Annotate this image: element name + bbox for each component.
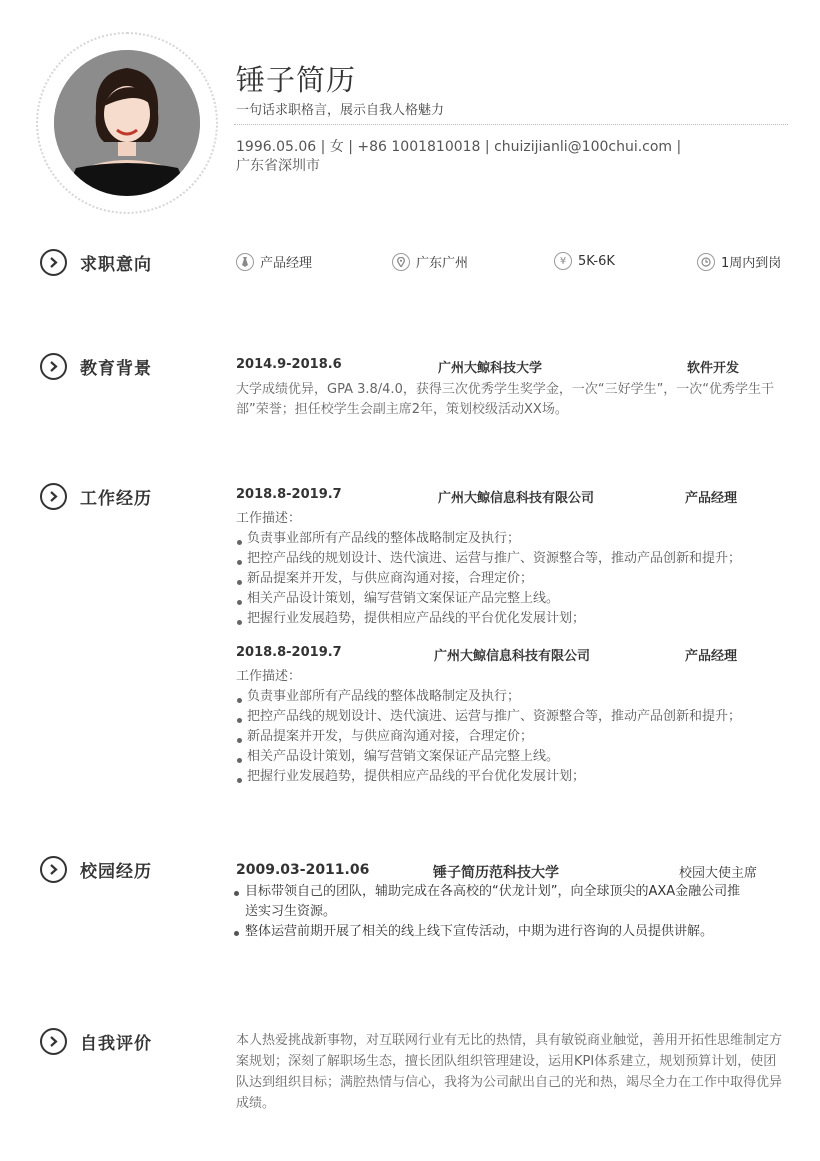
work-2-desc-label: 工作描述： (236, 669, 302, 684)
section-title-work: 工作经历 (80, 488, 152, 509)
list-item: 负责事业部所有产品线的整体战略制定及执行； (236, 529, 741, 549)
campus-school: 锤子简历范科技大学 (433, 865, 559, 881)
campus-list (232, 882, 742, 942)
chevron-right-icon (40, 483, 67, 510)
list-item: 把握行业发展趋势，提供相应产品线的平台优化发展计划； (236, 609, 741, 629)
contact-info (236, 138, 706, 176)
location-pin-icon (392, 253, 410, 271)
portrait-image (54, 50, 200, 196)
contact-line-2: 广东省深圳市 (236, 158, 320, 174)
education-school: 广州大鲸科技大学 (438, 361, 543, 376)
section-title-self: 自我评价 (80, 1033, 152, 1054)
campus-period: 2009.03-2011.06 (236, 862, 370, 878)
work-1-role: 产品经理 (685, 491, 738, 506)
list-item: 负责事业部所有产品线的整体战略制定及执行； (236, 687, 741, 707)
list-item: 把握行业发展趋势，提供相应产品线的平台优化发展计划； (236, 767, 741, 787)
education-description: 大学成绩优异，GPA 3.8/4.0，获得三次优秀学生奖学金，一次“三好学生”，一次“优秀学生干部”荣誉；担任校学生会副主席2年，策划校级活动XX场。 (236, 382, 775, 417)
work-2-company: 广州大鲸信息科技有限公司 (434, 649, 591, 664)
list-item: 把控产品线的规划设计、迭代演进、运营与推广、资源整合等，推动产品创新和提升； (236, 707, 741, 727)
work-1-period: 2018.8-2019.7 (236, 487, 342, 502)
campus-role: 校园大使主席 (679, 866, 758, 881)
intent-salary (554, 252, 615, 270)
chevron-right-icon (40, 249, 67, 276)
resume-motto: 一句话求职格言，展示自我人格魅力 (236, 103, 445, 118)
section-education (40, 352, 152, 380)
section-campus (40, 855, 152, 883)
list-item: 整体运营前期开展了相关的线上线下宣传活动，中期为进行咨询的人员提供讲解。 (232, 922, 742, 942)
intent-location-label: 广东广州 (416, 256, 469, 271)
resume-name: 锤子简历 (236, 63, 357, 97)
section-title-intent: 求职意向 (80, 254, 152, 275)
tie-icon (236, 253, 254, 271)
clock-icon (697, 253, 715, 271)
chevron-right-icon (40, 353, 67, 380)
list-item: 新品提案并开发，与供应商沟通对接，合理定价； (236, 727, 741, 747)
chevron-right-icon (40, 1028, 67, 1055)
work-2-period: 2018.8-2019.7 (236, 645, 342, 660)
section-intent (40, 248, 152, 276)
header-divider (234, 124, 788, 125)
work-2-description (236, 667, 741, 787)
intent-location (392, 252, 468, 271)
intent-salary-label: 5K-6K (578, 253, 615, 269)
avatar (54, 50, 200, 196)
intent-availability-label: 1周内到岗 (721, 256, 782, 271)
work-1-desc-label: 工作描述： (236, 511, 302, 526)
intent-position (236, 252, 312, 271)
self-evaluation: 本人热爱挑战新事物，对互联网行业有无比的热情，具有敏锐商业触觉，善用开拓性思维制定方案规划；深刻了解职场生态，擅长团队组织管理建设，运用KPI体系建立，规划预算计划，使团队达到组织目标；满腔热情与信心，我将为公司献出自己的光和热，竭尽全力在工作中取得优异成绩。 (236, 1033, 783, 1111)
list-item: 相关产品设计策划，编写营销文案保证产品完整上线。 (236, 747, 741, 767)
list-item: 目标带领自己的团队，辅助完成在各高校的“伏龙计划”，向全球顶尖的AXA金融公司推送实习生资源。 (232, 882, 742, 922)
list-item: 新品提案并开发，与供应商沟通对接，合理定价； (236, 569, 741, 589)
section-title-education: 教育背景 (80, 358, 152, 379)
contact-line-1: 1996.05.06 | 女 | +86 1001810018 | chuizijianli@100chui.com | (236, 139, 682, 155)
work-1-company: 广州大鲸信息科技有限公司 (438, 491, 595, 506)
chevron-right-icon (40, 856, 67, 883)
intent-availability (697, 252, 781, 271)
list-item: 相关产品设计策划，编写营销文案保证产品完整上线。 (236, 589, 741, 609)
education-period: 2014.9-2018.6 (236, 357, 342, 372)
section-work (40, 482, 152, 510)
education-major: 软件开发 (687, 361, 740, 376)
section-title-campus: 校园经历 (80, 861, 152, 882)
section-self (40, 1027, 152, 1055)
work-2-role: 产品经理 (685, 649, 738, 664)
list-item: 把控产品线的规划设计、迭代演进、运营与推广、资源整合等，推动产品创新和提升； (236, 549, 741, 569)
work-1-description (236, 509, 741, 629)
intent-position-label: 产品经理 (260, 256, 313, 271)
yen-icon: ¥ (554, 252, 572, 270)
